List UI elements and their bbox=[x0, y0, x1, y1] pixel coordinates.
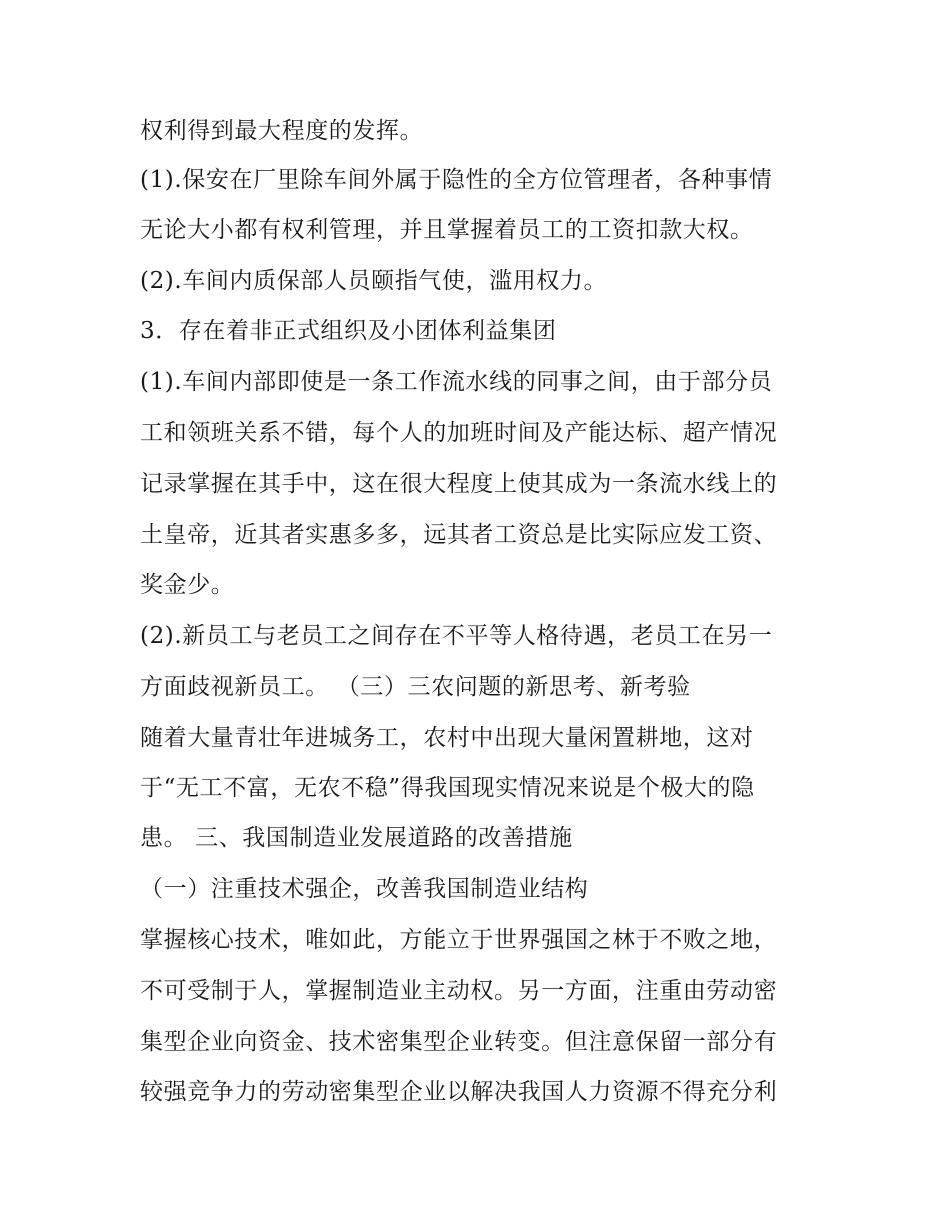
text-line-20: 较强竞争力的劳动密集型企业以解决我国人力资源不得充分利 bbox=[140, 1079, 778, 1105]
text-line-5: 3．存在着非正式组织及小团体利益集团 bbox=[140, 318, 557, 344]
text-line-2: (1).保安在厂里除车间外属于隐性的全方位管理者，各种事情 bbox=[140, 167, 773, 193]
text-line-4: (2).车间内质保部人员颐指气使，滥用权力。 bbox=[140, 268, 608, 294]
text-line-9: 土皇帝，近其者实惠多多，远其者工资总是比实际应发工资、 bbox=[140, 522, 778, 548]
text-line-19: 集型企业向资金、技术密集型企业转变。但注意保留一部分有 bbox=[140, 1029, 778, 1055]
text-line-3: 无论大小都有权利管理，并且掌握着员工的工资扣款大权。 bbox=[140, 217, 754, 243]
text-line-8: 记录掌握在其手中，这在很大程度上使其成为一条流水线上的 bbox=[140, 471, 778, 497]
text-line-15: 患。 三、我国制造业发展道路的改善措施 bbox=[140, 825, 573, 851]
text-line-18: 不可受制于人，掌握制造业主动权。另一方面，注重由劳动密 bbox=[140, 978, 778, 1004]
text-line-1: 权利得到最大程度的发挥。 bbox=[140, 118, 424, 144]
text-line-14: 于“无工不富，无农不稳”得我国现实情况来说是个极大的隐 bbox=[140, 775, 755, 801]
text-line-10: 奖金少。 bbox=[140, 572, 235, 598]
text-line-12: 方面歧视新员工。 （三）三农问题的新思考、新考验 bbox=[140, 674, 691, 700]
text-line-6: (1).车间内部即使是一条工作流水线的同事之间，由于部分员 bbox=[140, 369, 773, 395]
text-line-17: 掌握核心技术，唯如此，方能立于世界强国之林于不败之地， bbox=[140, 927, 778, 953]
text-line-16: （一）注重技术强企，改善我国制造业结构 bbox=[140, 876, 589, 902]
text-line-7: 工和领班关系不错，每个人的加班时间及产能达标、超产情况 bbox=[140, 420, 778, 446]
text-line-13: 随着大量青壮年进城务工，农村中出现大量闲置耕地，这对 bbox=[140, 725, 754, 751]
text-line-11: (2).新员工与老员工之间存在不平等人格待遇，老员工在另一 bbox=[140, 623, 773, 649]
